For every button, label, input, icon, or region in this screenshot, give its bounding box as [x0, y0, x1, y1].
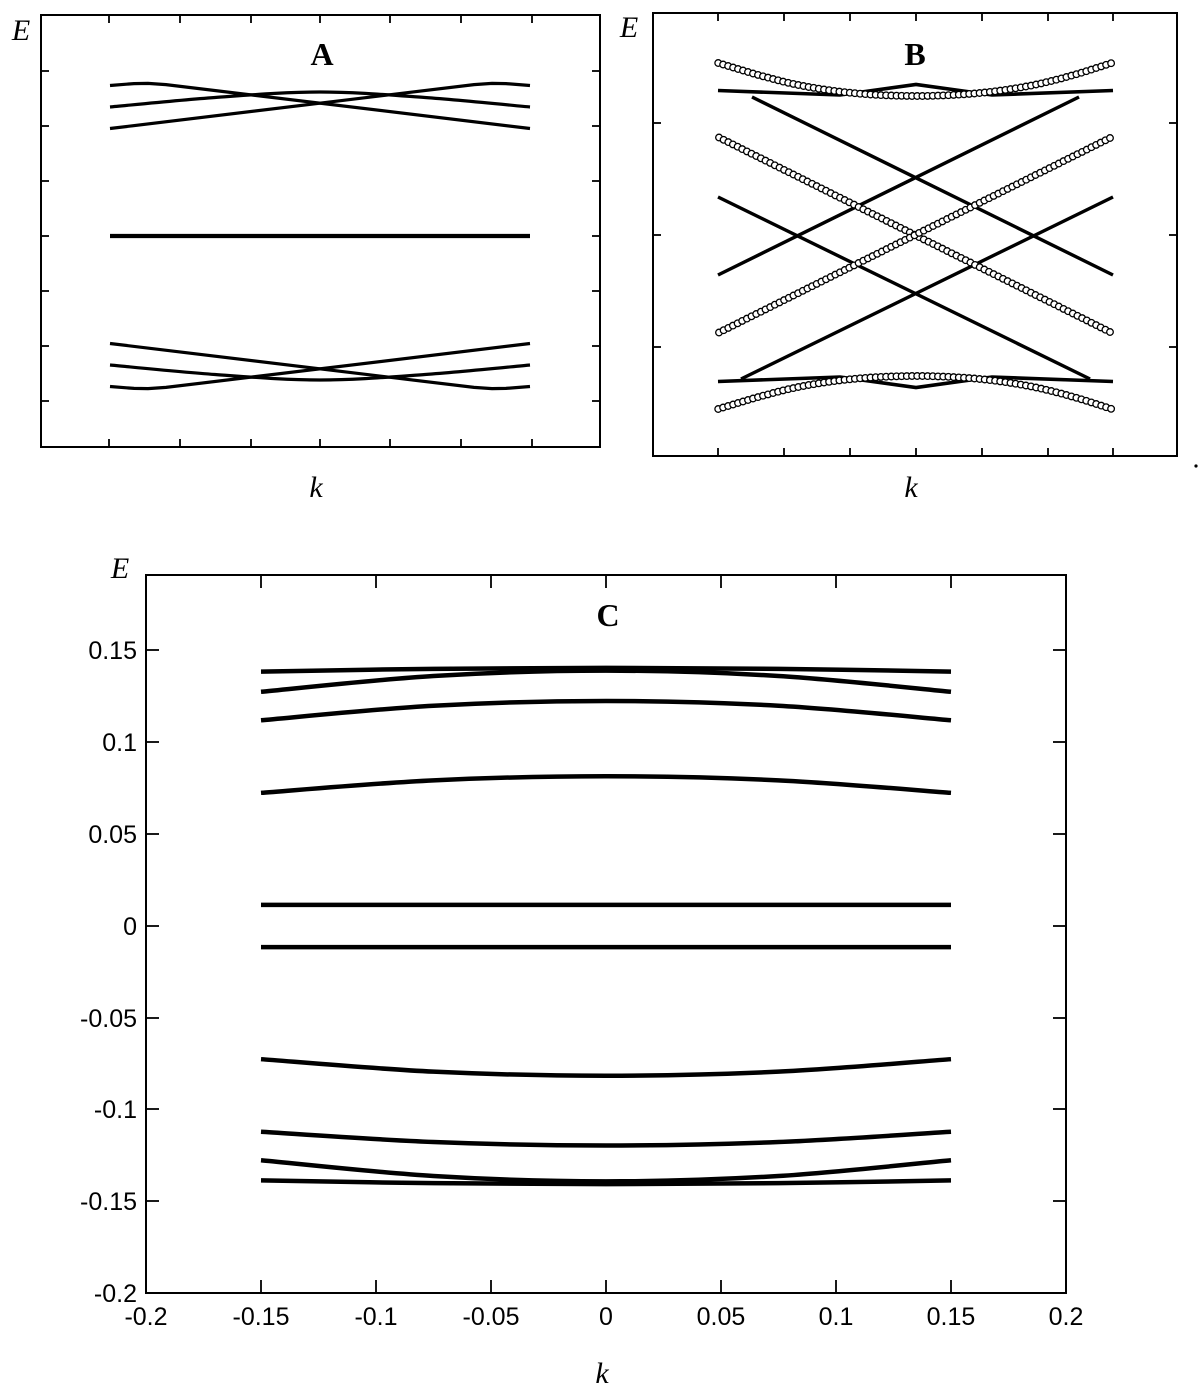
panel-b-x-axis-label: k: [904, 471, 918, 504]
panel-c-x-tick-label: -0.05: [462, 1303, 520, 1331]
panel-c-band-8: [261, 701, 951, 720]
panel-c-y-tick-label: -0.15: [80, 1188, 137, 1216]
panel-a-title: A: [310, 36, 334, 72]
panel-c-x-tick-label: 0.15: [926, 1303, 976, 1331]
panel-c-x-tick-label: 0.1: [818, 1303, 854, 1331]
panel-c-x-tick-labels: [124, 1303, 1083, 1331]
panel-a-frame: [41, 15, 600, 447]
panel-b-solid-diagonal-up-right: [741, 197, 1113, 379]
panel-b-solid-diagonal-up-left: [718, 97, 1079, 275]
panel-b-series: [715, 60, 1114, 413]
panel-b-title: B: [904, 36, 926, 72]
panels-root: [41, 13, 1198, 1331]
panel-c-y-tick-label: 0.1: [102, 729, 137, 757]
panel-c-band-4: [261, 1059, 951, 1076]
panel-c-y-tick-labels: [80, 637, 137, 1308]
panel-c-band-3: [261, 1132, 951, 1146]
panel-a: [41, 15, 600, 447]
panel-a-ticks: [41, 15, 600, 447]
panel-a-y-axis-label: E: [11, 14, 31, 47]
panel-a-x-axis-label: k: [309, 471, 323, 504]
panel-b-solid-diagonal-down-left: [718, 197, 1090, 379]
panel-c: [80, 575, 1083, 1331]
panel-c-y-tick-label: -0.05: [80, 1005, 137, 1033]
panel-c-y-axis-label: E: [110, 552, 130, 585]
panel-c-x-axis-label: k: [595, 1357, 609, 1390]
panel-c-band-7: [261, 776, 951, 793]
panel-b-y-axis-label: E: [619, 11, 639, 44]
panel-c-x-tick-label: -0.2: [124, 1303, 168, 1331]
panel-c-x-tick-label: 0.2: [1048, 1303, 1084, 1331]
panel-c-x-tick-label: -0.1: [354, 1303, 398, 1331]
panel-c-title: C: [596, 597, 620, 633]
panel-c-y-tick-label: 0.05: [88, 821, 137, 849]
panel-b-stray-dot: [1194, 464, 1197, 467]
panel-c-y-tick-label: -0.2: [93, 1280, 137, 1308]
panel-c-y-tick-label: 0: [123, 913, 137, 941]
panel-c-x-tick-label: -0.15: [232, 1303, 290, 1331]
panel-b-solid-diagonal-down-right: [752, 97, 1113, 275]
panel-c-x-tick-label: 0.05: [696, 1303, 746, 1331]
panel-c-x-tick-label: 0: [599, 1303, 613, 1331]
panel-b: [653, 13, 1198, 468]
panel-c-band-2: [261, 1160, 951, 1181]
panel-c-y-tick-label: 0.15: [88, 637, 137, 665]
panel-c-series: [261, 668, 951, 1184]
panel-a-series: [110, 83, 530, 388]
panel-c-band-9: [261, 671, 951, 692]
panel-c-y-tick-label: -0.1: [93, 1096, 137, 1124]
